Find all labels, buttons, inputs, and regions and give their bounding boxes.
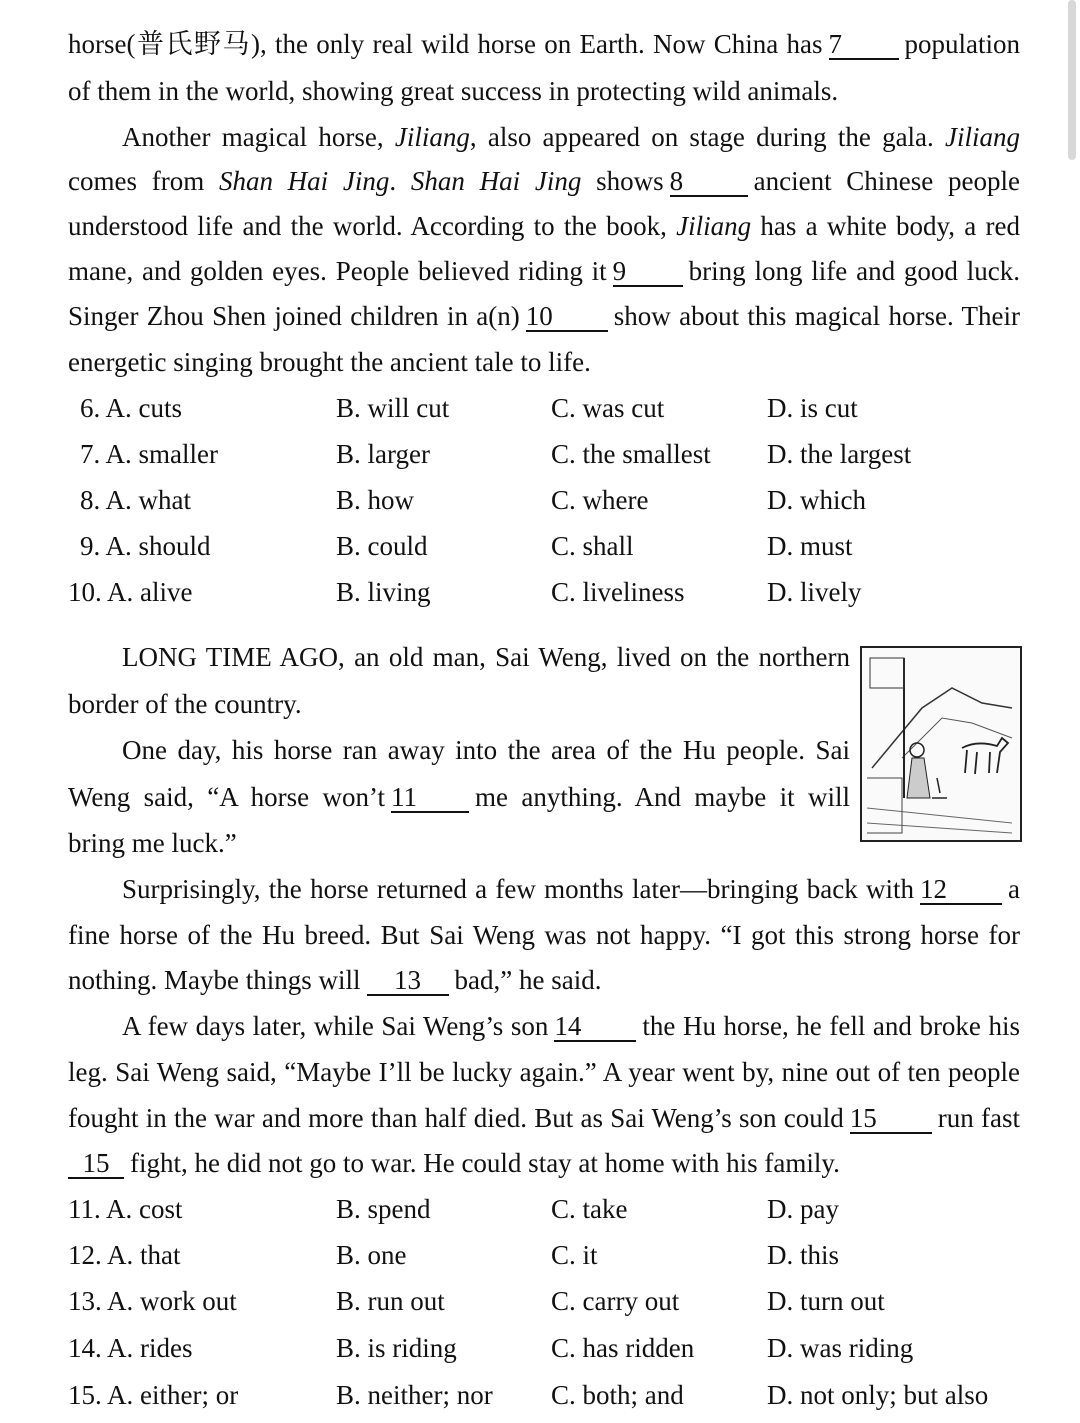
- blank-12: 12: [920, 875, 1002, 905]
- passage2-line10: leg. Sai Weng said, “Maybe I’ll be lucky again.” A year went by, nine out of ten people: [68, 1057, 1020, 1087]
- blank-8: 8: [670, 167, 748, 197]
- passage2-line6: Surprisingly, the horse returned a few months later—bringing back with 12 a: [122, 874, 1020, 904]
- blank-11: 11: [391, 783, 469, 813]
- blank-14: 14: [554, 1012, 636, 1042]
- option-6a[interactable]: 6. A. cuts: [80, 393, 183, 423]
- option-7c[interactable]: C. the smallest: [551, 439, 711, 469]
- question-8-options: [68, 480, 1018, 520]
- option-15d[interactable]: D. not only; but also: [767, 1380, 989, 1410]
- passage1-line6: mane, and golden eyes. People believed riding it 9 bring long life and good luck.: [68, 256, 1020, 286]
- option-14a[interactable]: 14. A. rides: [68, 1333, 193, 1363]
- question-13-options: [68, 1281, 1018, 1321]
- option-13c[interactable]: C. carry out: [551, 1286, 680, 1316]
- passage2-line2: border of the country.: [68, 689, 302, 719]
- blank-9: 9: [613, 257, 683, 287]
- passage2-line11: fought in the war and more than half died. But as Sai Weng’s son could 15 run fast: [68, 1103, 1020, 1133]
- question-15-options: [68, 1375, 1018, 1415]
- blank-13: 13: [367, 966, 449, 996]
- option-9b[interactable]: B. could: [336, 531, 428, 561]
- passage2-line12: 15 fight, he did not go to war. He could stay at home with his family.: [68, 1143, 1020, 1183]
- passage1-line4: comes from Shan Hai Jing. Shan Hai Jing shows 8 ancient Chinese people: [68, 166, 1020, 196]
- option-13a[interactable]: 13. A. work out: [68, 1286, 237, 1316]
- passage1-line7: Singer Zhou Shen joined children in a(n) 10 show about this magical horse. Their: [68, 301, 1021, 331]
- passage1-line2: of them in the world, showing great success in protecting wild animals.: [68, 76, 839, 106]
- option-14b[interactable]: B. is riding: [336, 1333, 457, 1363]
- option-6d[interactable]: D. is cut: [767, 393, 858, 423]
- option-11c[interactable]: C. take: [551, 1194, 628, 1224]
- passage2-line1: LONG TIME AGO, an old man, Sai Weng, lived on the northern: [122, 642, 850, 672]
- option-8d[interactable]: D. which: [767, 485, 866, 515]
- option-15b[interactable]: B. neither; nor: [336, 1380, 493, 1410]
- option-7a[interactable]: 7. A. smaller: [80, 439, 218, 469]
- option-11b[interactable]: B. spend: [336, 1194, 431, 1224]
- blank-7: 7: [829, 30, 899, 60]
- option-8b[interactable]: B. how: [336, 485, 415, 515]
- question-12-options: [68, 1235, 1018, 1275]
- blank-15a: 15: [850, 1104, 932, 1134]
- question-6-options: [68, 388, 1018, 428]
- option-11d[interactable]: D. pay: [767, 1194, 839, 1224]
- sai-weng-illustration: [860, 646, 1022, 842]
- question-14-options: [68, 1328, 1018, 1368]
- option-12a[interactable]: 12. A. that: [68, 1240, 181, 1270]
- horse-landscape-icon: [862, 648, 1020, 840]
- option-12d[interactable]: D. this: [767, 1240, 840, 1270]
- option-7d[interactable]: D. the largest: [767, 439, 912, 469]
- option-10d[interactable]: D. lively: [767, 577, 862, 607]
- option-15c[interactable]: C. both; and: [551, 1380, 684, 1410]
- passage1-line5: understood life and the world. According to the book, Jiliang has a white body, a red: [68, 211, 1021, 241]
- passage2-line7: fine horse of the Hu breed. But Sai Weng was not happy. “I got this strong horse for: [68, 920, 1020, 950]
- scrollbar[interactable]: [1068, 0, 1076, 160]
- option-9c[interactable]: C. shall: [551, 531, 634, 561]
- blank-15b: 15: [68, 1149, 124, 1179]
- option-10a[interactable]: 10. A. alive: [68, 577, 193, 607]
- option-12c[interactable]: C. it: [551, 1240, 598, 1270]
- question-7-options: [68, 434, 1018, 474]
- option-13b[interactable]: B. run out: [336, 1286, 445, 1316]
- question-10-options: [68, 572, 1018, 612]
- option-10c[interactable]: C. liveliness: [551, 577, 685, 607]
- option-7b[interactable]: B. larger: [336, 439, 430, 469]
- option-11a[interactable]: 11. A. cost: [68, 1194, 183, 1224]
- option-9a[interactable]: 9. A. should: [80, 531, 211, 561]
- passage1-line3: Another magical horse, Jiliang, also appeared on stage during the gala. Jiliang: [122, 122, 1021, 152]
- option-8c[interactable]: C. where: [551, 485, 649, 515]
- passage2-line9: A few days later, while Sai Weng’s son 14 the Hu horse, he fell and broke his: [122, 1011, 1020, 1041]
- passage1-line1: horse(普氏野马), the only real wild horse on Earth. Now China has 7 population: [68, 29, 1020, 59]
- question-11-options: [68, 1189, 1018, 1229]
- passage2-line5: bring me luck.”: [68, 828, 237, 858]
- option-10b[interactable]: B. living: [336, 577, 431, 607]
- passage2-line3: One day, his horse ran away into the area of the Hu people. Sai: [122, 735, 850, 765]
- passage1-line8: energetic singing brought the ancient tale to life.: [68, 347, 591, 377]
- option-13d[interactable]: D. turn out: [767, 1286, 885, 1316]
- option-14c[interactable]: C. has ridden: [551, 1333, 695, 1363]
- option-8a[interactable]: 8. A. what: [80, 485, 191, 515]
- blank-10: 10: [526, 302, 608, 332]
- passage2-line4: Weng said, “A horse won’t 11 me anything. And maybe it will: [68, 782, 850, 812]
- option-12b[interactable]: B. one: [336, 1240, 407, 1270]
- question-9-options: [68, 526, 1018, 566]
- option-6c[interactable]: C. was cut: [551, 393, 665, 423]
- option-15a[interactable]: 15. A. either; or: [68, 1380, 239, 1410]
- option-6b[interactable]: B. will cut: [336, 393, 450, 423]
- passage2-line8: nothing. Maybe things will 13 bad,” he said.: [68, 965, 602, 995]
- option-9d[interactable]: D. must: [767, 531, 853, 561]
- option-14d[interactable]: D. was riding: [767, 1333, 914, 1363]
